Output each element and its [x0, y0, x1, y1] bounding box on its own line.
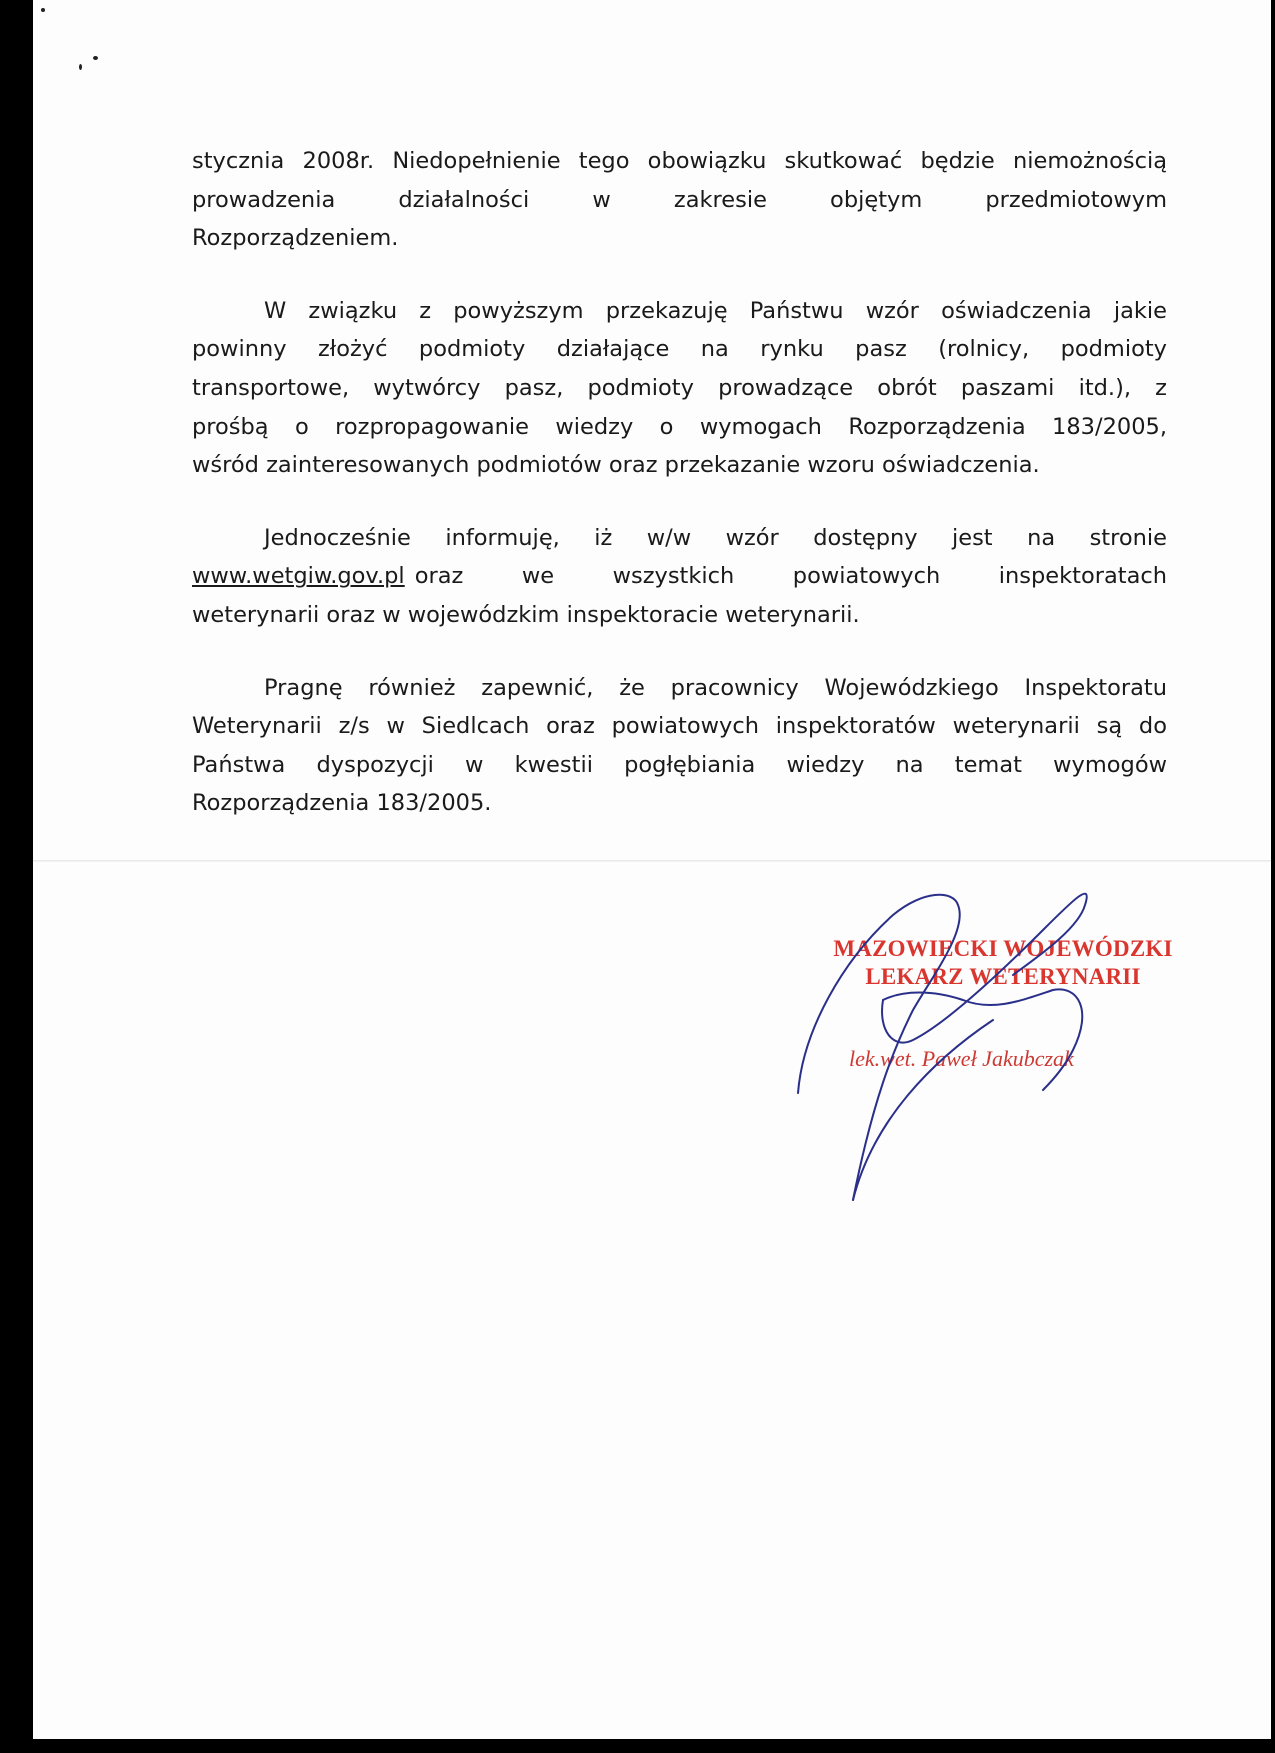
text-line: stycznia 2008r. Niedopełnienie tego obowiązku skutkować będzie niemożnością [192, 148, 1167, 174]
text-line: prośbą o rozpropagowanie wiedzy o wymogach Rozporządzenia 183/2005, [192, 413, 1167, 440]
text-line: W związku z powyższym przekazuję Państwu wzór oświadczenia jakie [264, 297, 1167, 324]
text-line: Rozporządzenia 183/2005. [192, 790, 492, 817]
text-line: weterynarii oraz w wojewódzkim inspektoracie weterynarii. [192, 601, 860, 628]
text-line: Pragnę również zapewnić, że pracownicy Wojewódzkiego Inspektoratu [264, 674, 1167, 701]
text-line: Jednocześnie informuję, iż w/w wzór dostępny jest na stronie [264, 524, 1167, 551]
stamp-signatory-name: lek.wet. Paweł Jakubczak [849, 1046, 1074, 1071]
handwritten-signature [33, 0, 1271, 1739]
text-line: Weterynarii z/s w Siedlcach oraz powiatowych inspektoratów weterynarii są do [192, 713, 1167, 740]
text-line: Państwa dyspozycji w kwestii pogłębiania wiedzy na temat wymogów [192, 751, 1167, 778]
letter-page [33, 0, 1271, 1739]
text-line: Rozporządzeniem. [192, 225, 399, 252]
text-line: transportowe, wytwórcy pasz, podmioty prowadzące obrót paszami itd.), z [192, 374, 1167, 401]
text-line: wśród zainteresowanych podmiotów oraz przekazanie wzoru oświadczenia. [192, 452, 1040, 479]
website-link[interactable]: www.wetgiw.gov.pl [192, 563, 405, 590]
stamp-line-2: LEKARZ WETERYNARII [865, 964, 1141, 989]
stamp-line-1: MAZOWIECKI WOJEWÓDZKI [833, 936, 1173, 961]
text-line: prowadzenia działalności w zakresie objętym przedmiotowym [192, 186, 1167, 213]
text-fragment: oraz we wszystkich powiatowych inspektoratach [414, 563, 1167, 590]
text-line: powinny złożyć podmioty działające na rynku pasz (rolnicy, podmioty [192, 336, 1167, 363]
